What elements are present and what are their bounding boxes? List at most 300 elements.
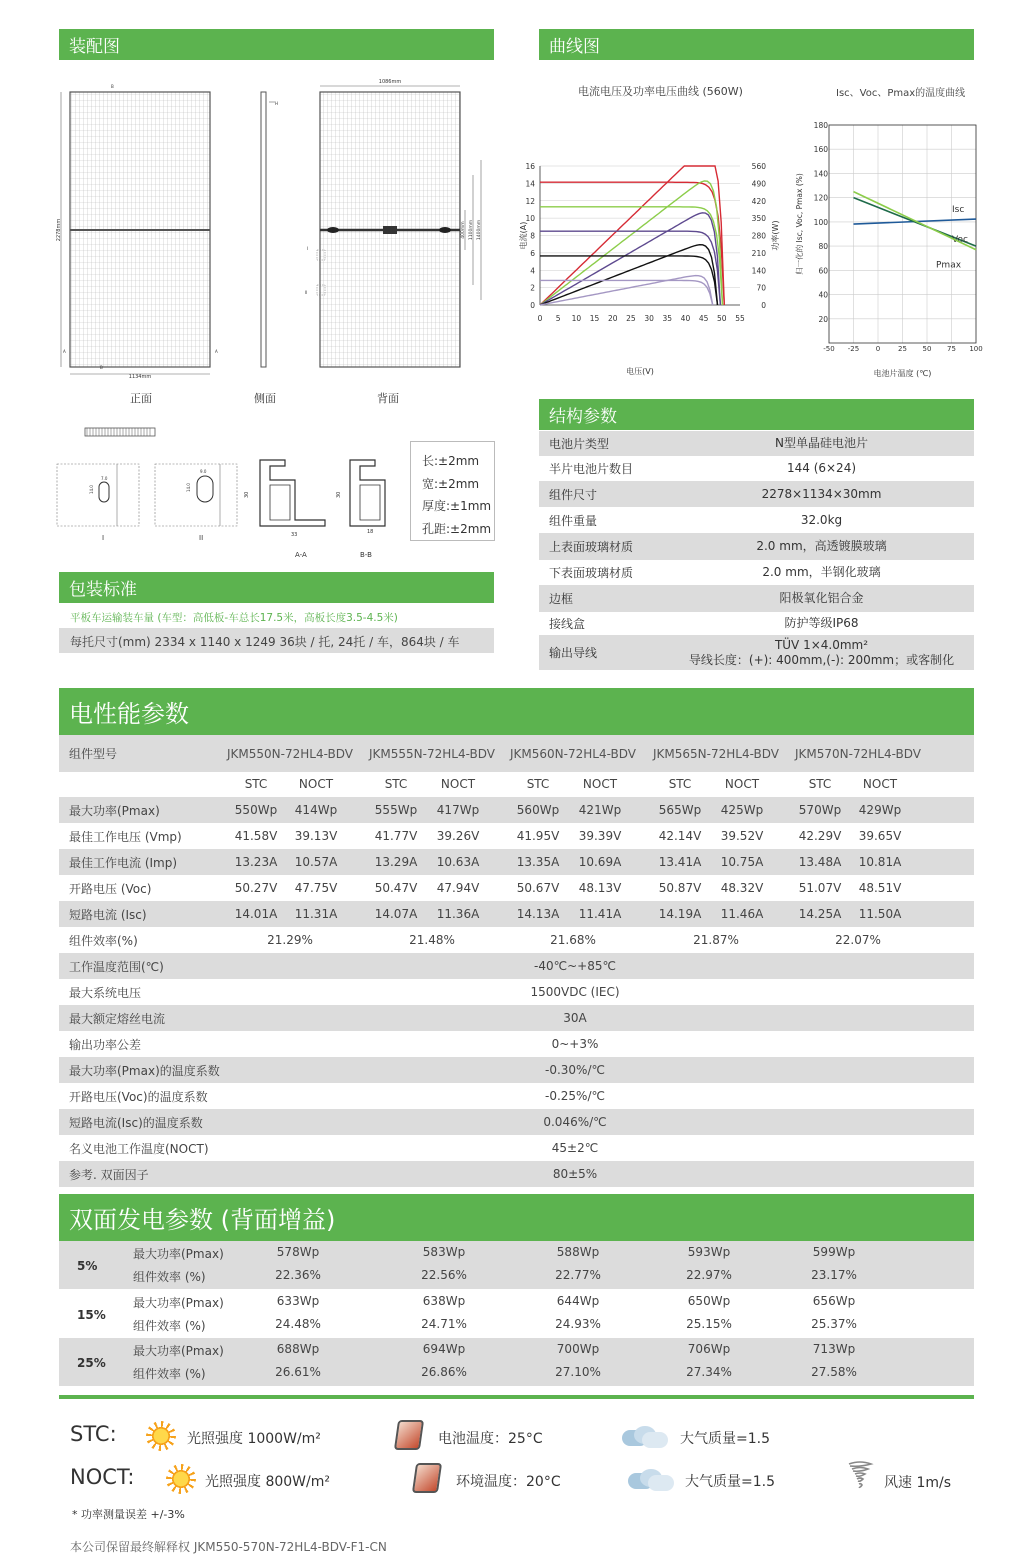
stc-air-mass: 大气质量=1.5 <box>680 1431 770 1447</box>
bifacial-eff: 23.17% <box>811 1268 857 1282</box>
temperature-chart <box>785 115 985 380</box>
y2-tick-label: 420 <box>751 196 766 206</box>
y-axis-label: 归一化的 Isc, Voc, Pmax (%) <box>795 173 804 275</box>
bifacial-divider <box>59 1395 974 1399</box>
structure-row <box>539 431 974 456</box>
structure-key: 接线盒 <box>549 617 586 631</box>
x-tick-label: 55 <box>735 314 745 323</box>
x-tick-label: 35 <box>662 314 673 323</box>
x-tick-label: 5 <box>555 314 561 323</box>
electrical-value: 14.25A <box>798 907 842 921</box>
bifacial-key-pmax: 最大功率(Pmax) <box>133 1247 224 1261</box>
electrical-value: 555Wp <box>374 803 418 817</box>
noct-header: NOCT <box>440 777 476 791</box>
bifacial-pmax: 713Wp <box>812 1342 856 1356</box>
bifacial-pmax: 599Wp <box>812 1245 856 1259</box>
series-label: Pmax <box>936 260 962 271</box>
structure-row <box>539 560 974 585</box>
y2-tick-label: 560 <box>751 162 766 171</box>
common-row <box>59 1031 974 1057</box>
pv-curve <box>540 213 720 305</box>
bifacial-eff: 24.71% <box>421 1316 467 1331</box>
common-value: 1500VDC (IEC) <box>530 985 620 999</box>
electrical-key: 最大功率(Pmax) <box>69 803 160 818</box>
y-tick-label: 160 <box>813 145 828 155</box>
electrical-value: 47.75V <box>294 881 338 895</box>
common-key: 参考. 双面因子 <box>69 1167 149 1182</box>
efficiency-value: 21.68% <box>550 933 596 947</box>
svg-text:B: B <box>100 365 103 370</box>
bifacial-eff: 27.58% <box>811 1365 857 1379</box>
electrical-value: 560Wp <box>516 803 560 817</box>
bifacial-group <box>59 1241 974 1289</box>
structure-key: 边框 <box>549 592 574 606</box>
svg-text:I: I <box>102 534 105 542</box>
bifacial-group <box>59 1338 974 1386</box>
bifacial-table <box>59 1241 974 1387</box>
svg-text:1400mm: 1400mm <box>477 219 482 241</box>
bifacial-pmax: 706Wp <box>687 1342 731 1356</box>
common-row <box>59 1057 974 1083</box>
common-key: 工作温度范围(℃) <box>69 959 164 974</box>
bifacial-key-eff: 组件效率 (%) <box>133 1270 206 1284</box>
y-tick-label: 4 <box>530 266 535 276</box>
svg-text:30: 30 <box>244 491 250 498</box>
view-label-front: 正面 <box>130 392 152 405</box>
structure-row <box>539 507 974 533</box>
structure-header: 结构参数 <box>539 399 974 430</box>
electrical-value: 39.52V <box>720 829 764 843</box>
electrical-value: 47.94V <box>436 881 480 895</box>
x-tick-label: 0 <box>537 314 543 323</box>
common-row <box>59 1135 974 1161</box>
pv-curve <box>540 181 723 305</box>
model-name: JKM570N-72HL4-BDV <box>795 747 921 761</box>
electrical-value: 13.48A <box>798 855 842 869</box>
x-tick-label: -50 <box>823 345 835 353</box>
svg-text:II: II <box>199 534 204 542</box>
cloud-icon-noct <box>628 1467 674 1491</box>
x-axis-label: 电压(V) <box>626 367 654 376</box>
bifacial-pmax: 650Wp <box>687 1293 731 1308</box>
bifacial-key-pmax: 最大功率(Pmax) <box>133 1344 224 1358</box>
electrical-value: 50.87V <box>658 881 702 895</box>
structure-key: 下表面玻璃材质 <box>549 566 634 580</box>
y2-tick-label: 280 <box>751 231 766 241</box>
structure-value: N型单晶硅电池片 <box>775 436 868 450</box>
y-tick-label: 16 <box>525 162 535 171</box>
electrical-value: 41.77V <box>374 829 418 843</box>
stc-header: STC <box>526 777 550 791</box>
noct-wind-speed: 风速 1m/s <box>884 1475 952 1491</box>
x-tick-label: 0 <box>875 345 881 353</box>
efficiency-row: 组件效率(%) 21.29% 21.48% 21.68% 21.87% 22.07% <box>59 927 974 953</box>
efficiency-value: 21.29% <box>267 933 313 947</box>
svg-text:1100mm: 1100mm <box>469 219 474 241</box>
svg-text:A: A <box>63 349 66 354</box>
electrical-value: 39.26V <box>436 829 480 843</box>
common-key: 短路电流(Isc)的温度系数 <box>69 1115 203 1130</box>
x-tick-label: 45 <box>698 314 709 323</box>
bifacial-key-eff: 组件效率 (%) <box>133 1318 206 1333</box>
electrical-value: 550Wp <box>234 803 278 817</box>
electrical-row <box>59 823 974 849</box>
gain-label: 25% <box>77 1356 106 1370</box>
y2-tick-label: 490 <box>751 179 766 189</box>
electrical-value: 421Wp <box>578 803 622 817</box>
bifacial-eff: 25.37% <box>811 1316 857 1331</box>
y-tick-label: 6 <box>530 248 535 258</box>
common-value: 45±2℃ <box>551 1141 599 1155</box>
efficiency-value: 22.07% <box>835 933 881 947</box>
x-tick-label: 25 <box>898 345 907 353</box>
electrical-value: 39.39V <box>578 829 622 843</box>
electrical-value: 48.32V <box>720 881 764 895</box>
electrical-value: 50.27V <box>234 881 278 895</box>
svg-text:B-B: B-B <box>360 551 372 559</box>
curves-header: 曲线图 <box>539 29 974 60</box>
electrical-value: 50.67V <box>516 881 560 895</box>
noct-air-mass: 大气质量=1.5 <box>685 1474 775 1490</box>
sun-icon-noct <box>166 1464 196 1494</box>
electrical-value: 50.47V <box>374 881 418 895</box>
electrical-value: 10.69A <box>578 855 622 869</box>
svg-text:400mm: 400mm <box>461 221 466 239</box>
packaging-line1: 平板车运输装车量 (车型：高低板-车总长17.5米，高板长度3.5-4.5米) <box>70 612 398 624</box>
electrical-value: 13.41A <box>658 855 702 869</box>
x-tick-label: 10 <box>571 314 582 323</box>
assembly-drawing <box>55 70 500 405</box>
bifacial-pmax: 688Wp <box>276 1342 320 1356</box>
svg-text:I: I <box>307 246 309 251</box>
bifacial-pmax: 588Wp <box>556 1245 600 1259</box>
electrical-row <box>59 875 974 901</box>
common-value: 0.046%/℃ <box>543 1115 607 1129</box>
x-tick-label: 75 <box>947 345 956 353</box>
svg-text:II: II <box>305 290 308 295</box>
assembly-header: 装配图 <box>59 29 494 60</box>
electrical-value: 13.35A <box>516 855 560 869</box>
x-tick-label: 50 <box>717 314 727 323</box>
model-name: JKM555N-72HL4-BDV <box>369 747 495 761</box>
bifacial-group <box>59 1290 974 1338</box>
electrical-key: 最佳工作电压 (Vmp) <box>69 829 182 844</box>
bifacial-header: 双面发电参数 (背面增益) <box>59 1194 974 1241</box>
noct-header: NOCT <box>862 777 898 791</box>
footer-text: 本公司保留最终解释权 JKM550-570N-72HL4-BDV-F1-CN <box>70 1540 387 1554</box>
bifacial-eff: 26.61% <box>275 1365 321 1379</box>
stc-header: STC <box>244 777 268 791</box>
bifacial-eff: 24.48% <box>275 1316 321 1331</box>
electrical-value: 11.41A <box>578 907 622 921</box>
svg-text:9.0: 9.0 <box>200 469 207 474</box>
thermometer-icon-noct <box>412 1463 442 1493</box>
stc-header: STC <box>668 777 692 791</box>
side-panel <box>261 92 266 367</box>
bifacial-eff: 24.93% <box>555 1316 601 1331</box>
chart2-title: Isc、Voc、Pmax的温度曲线 <box>836 88 966 99</box>
stc-cell-temp: 电池温度：25°C <box>438 1431 543 1447</box>
bifacial-pmax: 644Wp <box>556 1293 600 1308</box>
svg-text:7.0: 7.0 <box>101 476 108 481</box>
detail-drawings <box>55 420 405 565</box>
electrical-value: 14.07A <box>374 907 418 921</box>
x-tick-label: 100 <box>969 345 983 353</box>
noct-label: NOCT: <box>70 1465 135 1489</box>
electrical-value: 10.81A <box>858 855 902 869</box>
bifacial-pmax: 578Wp <box>276 1245 320 1259</box>
electrical-value: 42.29V <box>798 829 842 843</box>
structure-key: 半片电池片数目 <box>549 462 634 476</box>
y-tick-label: 100 <box>813 217 828 227</box>
y-tick-label: 2 <box>530 283 535 293</box>
common-row <box>59 1083 974 1109</box>
stc-irradiance: 光照强度 1000W/m² <box>187 1431 321 1447</box>
wind-icon <box>846 1460 874 1492</box>
cloud-icon <box>622 1424 668 1448</box>
stc-noct-row <box>59 772 974 797</box>
svg-text:A: A <box>215 349 218 354</box>
dim-b: B <box>111 84 114 89</box>
electrical-value: 11.31A <box>294 907 338 921</box>
structure-value: 2.0 mm，高透镀膜玻璃 <box>756 539 887 553</box>
common-row <box>59 979 974 1005</box>
svg-text:18: 18 <box>367 529 374 535</box>
bifacial-pmax: 638Wp <box>422 1293 466 1308</box>
bifacial-eff: 22.56% <box>421 1268 467 1282</box>
common-key: 输出功率公差 <box>69 1037 142 1052</box>
common-key: 最大系统电压 <box>69 985 142 1000</box>
temp-line <box>854 192 977 250</box>
structure-value: 32.0kg <box>800 512 843 527</box>
electrical-value: 10.57A <box>294 855 338 869</box>
y2-tick-label: 140 <box>751 266 766 276</box>
gain-label: 15% <box>77 1307 106 1322</box>
svg-text:14.0: 14.0 <box>89 485 94 494</box>
common-row <box>59 1161 974 1187</box>
model-name: JKM550N-72HL4-BDV <box>227 747 353 761</box>
common-key: 最大额定熔丝电流 <box>69 1011 166 1026</box>
stc-header: STC <box>384 777 408 791</box>
common-row <box>59 953 974 979</box>
gain-label: 5% <box>77 1259 98 1273</box>
bifacial-pmax: 694Wp <box>422 1342 466 1356</box>
svg-text:14.0: 14.0 <box>186 483 191 492</box>
electrical-value: 13.23A <box>234 855 278 869</box>
common-value: -0.30%/℃ <box>545 1063 605 1077</box>
svg-text:33: 33 <box>291 532 298 538</box>
structure-key: 输出导线 <box>549 646 598 660</box>
model-row: 组件型号 JKM550N-72HL4-BDV JKM555N-72HL4-BDV JKM560N-72HL4-BDV JKM565N-72HL4-BDV JKM570N-72HL4-BDV <box>59 735 974 772</box>
efficiency-value: 21.48% <box>409 933 455 947</box>
structure-table <box>539 431 974 670</box>
structure-row <box>539 585 974 612</box>
noct-header: NOCT <box>298 777 334 791</box>
bifacial-pmax: 700Wp <box>556 1342 600 1356</box>
electrical-value: 11.46A <box>720 907 764 921</box>
common-row <box>59 1109 974 1135</box>
iv-curve-chart <box>518 150 790 380</box>
y-tick-label: 14 <box>525 179 535 189</box>
packaging-header: 包装标准 <box>59 572 494 603</box>
y-tick-label: 20 <box>818 314 828 324</box>
structure-row <box>539 456 974 481</box>
electrical-value: 41.95V <box>516 829 560 843</box>
y-tick-label: 120 <box>813 193 828 203</box>
y-axis-label: 电流(A) <box>519 221 528 250</box>
electrical-value: 425Wp <box>720 803 764 817</box>
model-name: JKM565N-72HL4-BDV <box>653 747 779 761</box>
packaging-line2: 每托尺寸(mm) 2334 x 1140 x 1249 36块 / 托, 24托 / 车，864块 / 车 <box>70 635 460 649</box>
electrical-value: 10.63A <box>436 855 480 869</box>
bifacial-eff: 27.34% <box>686 1365 732 1379</box>
x-axis-label: 电池片温度 (℃) <box>873 369 932 378</box>
y-tick-label: 140 <box>813 169 828 179</box>
y-tick-label: 60 <box>818 266 828 276</box>
electrical-value: 11.36A <box>436 907 480 921</box>
electrical-row <box>59 849 974 875</box>
y-tick-label: 10 <box>525 214 535 224</box>
structure-key: 组件尺寸 <box>549 487 598 502</box>
bifacial-eff: 25.15% <box>686 1316 732 1331</box>
x-tick-label: 40 <box>680 314 691 323</box>
noct-ambient-temp: 环境温度：20°C <box>456 1474 561 1490</box>
structure-row <box>539 612 974 635</box>
common-value: 0~+3% <box>551 1037 599 1051</box>
y-tick-label: 40 <box>818 290 828 300</box>
structure-key: 电池片类型 <box>549 437 610 451</box>
electrical-key: 开路电压 (Voc) <box>69 881 152 896</box>
iv-curve <box>540 280 713 305</box>
svg-text:30: 30 <box>336 491 342 498</box>
x-tick-label: 25 <box>626 314 636 323</box>
y2-tick-label: 70 <box>756 283 766 293</box>
noct-header: NOCT <box>582 777 618 791</box>
y2-tick-label: 210 <box>751 248 766 258</box>
y2-tick-label: 350 <box>751 214 766 224</box>
electrical-value: 417Wp <box>436 803 480 817</box>
electrical-value: 14.19A <box>658 907 702 921</box>
view-label-back: 背面 <box>377 392 399 405</box>
x-tick-label: 50 <box>922 345 932 353</box>
electrical-key: 短路电流 (Isc) <box>69 907 147 922</box>
x-tick-label: 30 <box>644 314 654 323</box>
stc-label: STC: <box>70 1422 117 1446</box>
chart1-title: 电流电压及功率电压曲线 (560W) <box>578 85 743 98</box>
svg-text:A-A: A-A <box>295 551 307 559</box>
electrical-value: 13.29A <box>374 855 418 869</box>
noct-header: NOCT <box>724 777 760 791</box>
noct-irradiance: 光照强度 800W/m² <box>205 1474 330 1490</box>
structure-value: 阳极氧化铝合金 <box>779 591 864 605</box>
thermometer-icon <box>394 1420 424 1450</box>
tolerance-box: 长:±2mm 宽:±2mm 厚度:±1mm 孔距:±2mm <box>410 441 495 541</box>
bifacial-key-pmax: 最大功率(Pmax) <box>133 1295 224 1310</box>
dim-length: 2278mm <box>56 218 62 242</box>
bifacial-eff: 22.77% <box>555 1268 601 1282</box>
y-tick-label: 12 <box>525 196 535 206</box>
structure-value: TÜV 1×4.0mm² 导线长度：(+): 400mm,(-): 200mm；或客制化 <box>688 637 955 667</box>
electrical-header: 电性能参数 <box>59 688 974 735</box>
series-label: Voc <box>952 235 968 246</box>
svg-text:H: H <box>275 101 279 106</box>
structure-value: 144 (6×24) <box>786 461 857 475</box>
electrical-value: 570Wp <box>798 803 842 817</box>
common-key: 名义电池工作温度(NOCT) <box>69 1141 209 1156</box>
electrical-value: 39.13V <box>294 829 338 843</box>
common-row <box>59 1005 974 1031</box>
y2-tick-label: 0 <box>761 301 766 310</box>
electrical-value: 10.75A <box>720 855 764 869</box>
electrical-row <box>59 901 974 927</box>
structure-value: 2278×1134×30mm <box>761 486 882 501</box>
structure-key: 上表面玻璃材质 <box>549 540 634 554</box>
structure-value: 2.0 mm，半钢化玻璃 <box>762 565 881 579</box>
structure-row <box>539 481 974 507</box>
bifacial-eff: 22.97% <box>686 1268 732 1282</box>
series-label: Isc <box>952 205 965 216</box>
electrical-value: 51.07V <box>798 881 842 895</box>
electrical-value: 429Wp <box>858 803 902 817</box>
electrical-row <box>59 797 974 823</box>
bifacial-eff: 27.10% <box>555 1365 601 1379</box>
electrical-value: 11.50A <box>858 907 902 921</box>
common-value: -40℃~+85℃ <box>534 959 616 973</box>
electrical-value: 14.01A <box>234 907 278 921</box>
bifacial-key-eff: 组件效率 (%) <box>133 1367 206 1381</box>
view-label-side: 侧面 <box>254 392 276 405</box>
bifacial-pmax: 656Wp <box>812 1293 856 1308</box>
structure-key: 组件重量 <box>549 513 598 528</box>
bifacial-eff: 26.86% <box>421 1365 467 1379</box>
sun-icon <box>146 1421 176 1451</box>
electrical-table <box>59 735 974 1190</box>
x-tick-label: 15 <box>589 314 600 323</box>
measurement-note: * 功率测量误差 +/-3% <box>72 1508 185 1521</box>
common-value: 80±5% <box>552 1167 598 1181</box>
x-tick-label: -25 <box>847 345 860 353</box>
electrical-value: 42.14V <box>658 829 702 843</box>
common-value: 30A <box>563 1011 587 1025</box>
electrical-key: 最佳工作电流 (Imp) <box>69 855 178 870</box>
y-tick-label: 180 <box>813 121 828 130</box>
y-tick-label: 80 <box>818 242 828 252</box>
common-value: -0.25%/℃ <box>545 1089 605 1103</box>
stc-header: STC <box>808 777 832 791</box>
y-tick-label: 8 <box>530 231 535 241</box>
electrical-value: 39.65V <box>858 829 902 843</box>
dim-back-width: 1086mm <box>378 79 402 85</box>
structure-row <box>539 635 974 670</box>
structure-row <box>539 533 974 560</box>
bifacial-pmax: 583Wp <box>422 1245 466 1259</box>
efficiency-value: 21.87% <box>693 933 739 947</box>
dim-width: 1134mm <box>128 374 152 380</box>
electrical-value: 414Wp <box>294 803 338 817</box>
electrical-value: 48.13V <box>578 881 622 895</box>
common-key: 开路电压(Voc)的温度系数 <box>69 1089 208 1104</box>
x-tick-label: 20 <box>607 314 618 323</box>
structure-value: 防护等级IP68 <box>784 616 859 630</box>
y-tick-label: 0 <box>530 301 535 310</box>
y2-axis-label: 功率(W) <box>771 220 780 251</box>
bifacial-pmax: 593Wp <box>687 1245 731 1259</box>
model-name: JKM560N-72HL4-BDV <box>510 747 636 761</box>
electrical-value: 48.51V <box>858 881 902 895</box>
common-key: 最大功率(Pmax)的温度系数 <box>69 1063 220 1078</box>
bifacial-pmax: 633Wp <box>276 1293 320 1308</box>
bifacial-eff: 22.36% <box>275 1268 321 1282</box>
